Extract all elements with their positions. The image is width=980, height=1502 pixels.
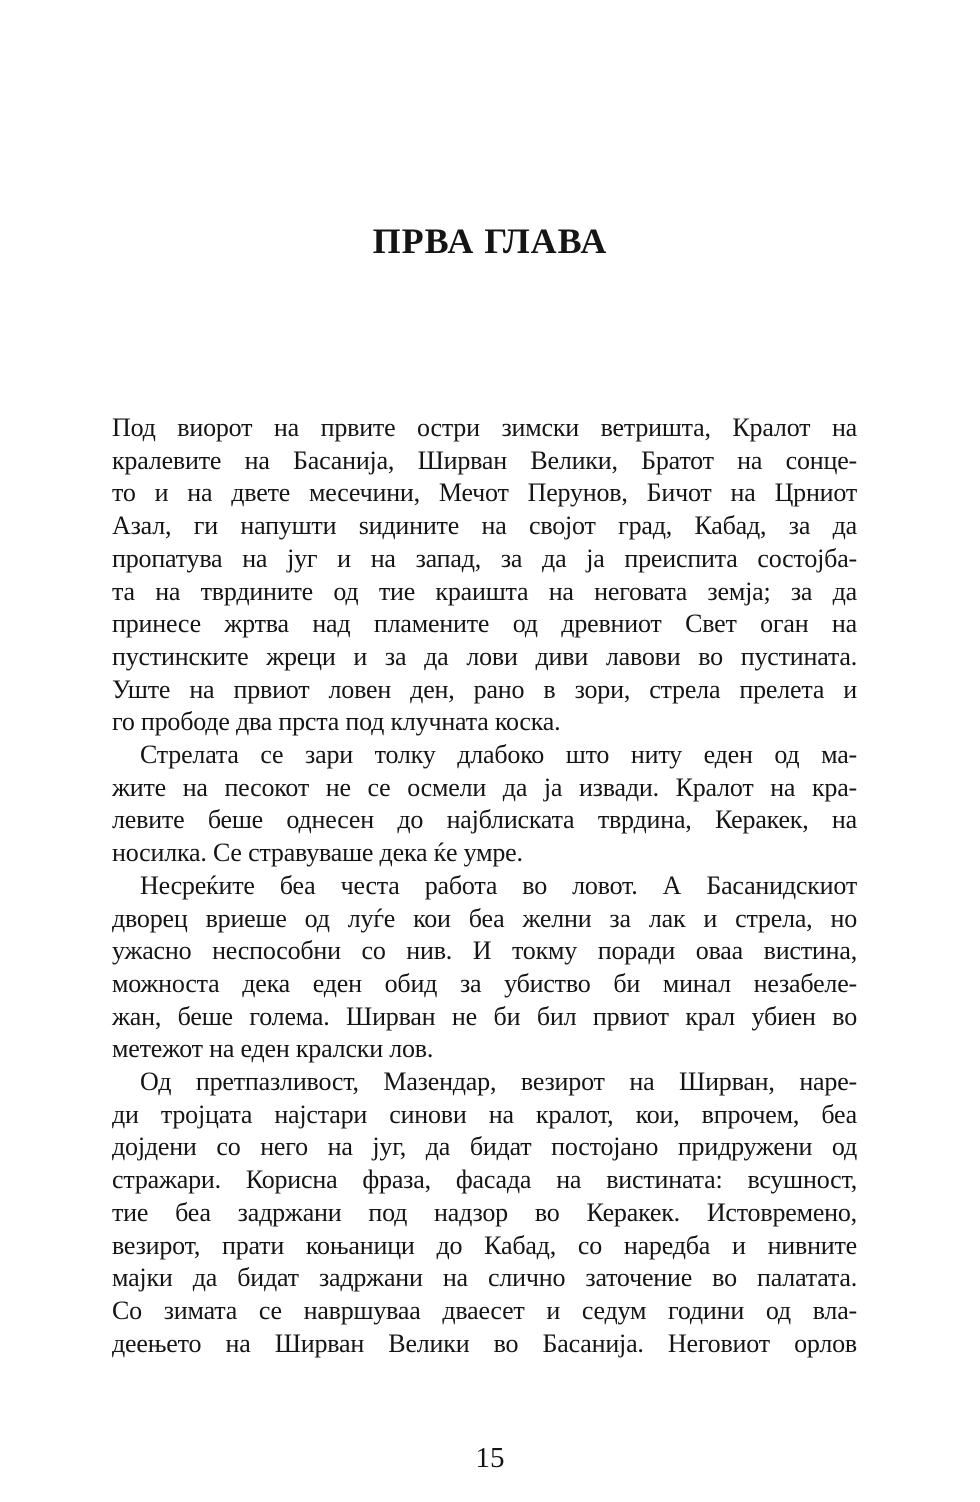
text-line: Несреќите беа честа работа во ловот. А Басанидскиот — [140, 870, 857, 900]
text-line: жите на песокот не се осмели да ја извади. Кралот на кра- — [112, 772, 857, 802]
text-line: принесе жртва над пламените од древниот Свет оган на — [112, 609, 857, 639]
text-line: носилка. Се стравуваше дека ќе умре. — [112, 838, 523, 868]
text-line: кралевите на Басанија, Ширван Велики, Братот на сонце- — [112, 445, 857, 475]
text-line: то и на двете месечини, Мечот Перунов, Бичот на Црниот — [112, 478, 857, 508]
text-line: Стрелата се зари толку длабоко што ниту еден од ма- — [140, 740, 857, 770]
text-line: Под виорот на првите остри зимски ветришта, Кралот на — [112, 413, 857, 442]
text-line: ди тројцата најстари синови на кралот, кои, впрочем, беа — [112, 1099, 857, 1129]
text-line: Уште на првиот ловен ден, рано в зори, стрела прелета и — [112, 674, 857, 704]
text-line: деењето на Ширван Велики во Басанија. Неговиот орлов — [112, 1328, 857, 1358]
page-number: 15 — [475, 1442, 505, 1474]
text-line: го прободе два прста под клучната коска. — [112, 707, 561, 737]
text-line: мајки да бидат задржани на слично заточение во палатата. — [112, 1263, 857, 1293]
text-line: дојдени со него на југ, да бидат постојано придружени од — [112, 1132, 857, 1162]
text-line: та на тврдините од тие краишта на неговата земја; за да — [112, 576, 857, 606]
text-line: дворец вриеше од луѓе кои беа желни за лак и стрела, но — [112, 903, 857, 933]
text-line: жан, беше голема. Ширван не би бил првиот крал убиен во — [112, 1001, 857, 1031]
body-text — [112, 412, 857, 1360]
text-line: везирот, прати коњаници до Кабад, со наредба и нивните — [112, 1230, 857, 1260]
text-line: Од претпазливост, Мазендар, везирот на Ширван, наре- — [140, 1067, 857, 1097]
text-line: пустинските жреци и за да лови диви лавови во пустината. — [112, 641, 857, 671]
text-line: метежот на еден кралски лов. — [112, 1034, 434, 1064]
text-line: Со зимата се навршуваа дваесет и седум години од вла- — [112, 1295, 857, 1325]
text-line: левите беше однесен до најблиската тврдина, Керакек, на — [112, 805, 857, 835]
text-line: стражари. Корисна фраза, фасада на вистината: всушност, — [112, 1165, 857, 1195]
text-line: тие беа задржани под надзор во Керакек. Истовремено, — [112, 1197, 857, 1227]
text-line: пропатува на југ и на запад, за да ја преиспита состојба- — [112, 543, 857, 573]
text-line: Азал, ги напушти ѕидините на својот град, Кабад, за да — [112, 511, 857, 541]
chapter-title: ПРВА ГЛАВА — [372, 221, 608, 261]
text-line: можноста дека еден обид за убиство би минал незабеле- — [112, 968, 857, 998]
text-line: ужасно неспособни со нив. И токму поради оваа вистина, — [112, 936, 857, 966]
